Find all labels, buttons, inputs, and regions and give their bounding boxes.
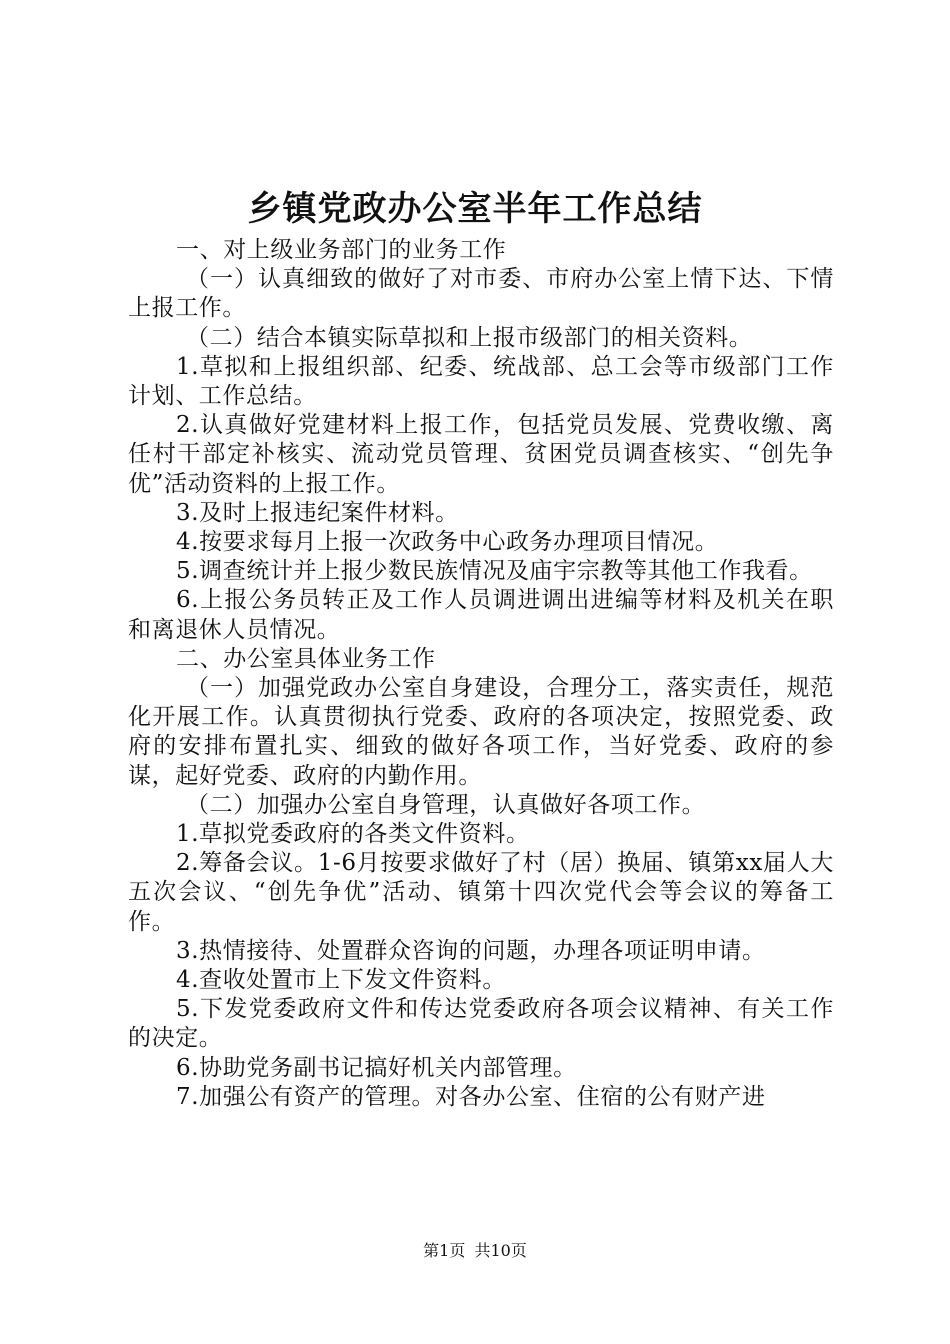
list-item: 1.草拟和上报组织部、纪委、统战部、总工会等市级部门工作计划、工作总结。 (128, 353, 834, 410)
section-heading: 一、对上级业务部门的业务工作 (176, 237, 507, 263)
list-item: 5.调查统计并上报少数民族情况及庙宇宗教等其他工作我看。 (176, 558, 813, 585)
paragraph: （二）结合本镇实际草拟和上报市级部门的相关资料。 (186, 324, 753, 351)
list-item: 4.按要求每月上报一次政务中心政务办理项目情况。 (176, 529, 719, 556)
page-total: 共10页 (474, 1241, 527, 1260)
page-number: 第1页 (423, 1241, 466, 1260)
list-item: 6.协助党务副书记搞好机关内部管理。 (176, 1054, 577, 1081)
list-item: 4.查收处置市上下发文件资料。 (176, 967, 506, 994)
page-footer (0, 1240, 950, 1262)
list-item: 5.下发党委政府文件和传达党委政府各项会议精神、有关工作的决定。 (128, 996, 834, 1052)
list-item: 6.上报公务员转正及工作人员调进调出进编等材料及机关在职和离退休人员情况。 (128, 587, 834, 643)
section-heading: 二、办公室具体业务工作 (176, 645, 436, 672)
paragraph: （一）加强党政办公室自身建设，合理分工，落实责任，规范化开展工作。认真贯彻执行党委、政府的各项决定，按照党委、政府的安排布置扎实、细致的做好各项工作，当好党委、政府的参谋，起好党委、政府的内勤作用。 (128, 675, 834, 789)
list-item: 3.及时上报违纪案件材料。 (176, 499, 459, 526)
paragraph: （二）加强办公室自身管理，认真做好各项工作。 (186, 791, 706, 818)
paragraph: （一）认真细致的做好了对市委、市府办公室上情下达、下情上报工作。 (128, 266, 834, 322)
list-item: 1.草拟党委政府的各类文件资料。 (176, 821, 530, 848)
document-body (128, 236, 834, 1112)
list-item: 3.热情接待、处置群众咨询的问题，办理各项证明申请。 (176, 937, 766, 964)
list-item: 2.认真做好党建材料上报工作，包括党员发展、党费收缴、离任村干部定补核实、流动党员管理、贫困党员调查核实、“创先争优”活动资料的上报工作。 (128, 412, 834, 497)
list-item: 2.筹备会议。1-6月按要求做好了村（居）换届、镇第xx届人大五次会议、“创先争优”活动、镇第十四次党代会等会议的筹备工作。 (128, 850, 834, 935)
document-title: 乡镇党政办公室半年工作总结 (247, 189, 703, 229)
list-item: 7.加强公有资产的管理。对各办公室、住宿的公有财产进 (176, 1083, 766, 1110)
